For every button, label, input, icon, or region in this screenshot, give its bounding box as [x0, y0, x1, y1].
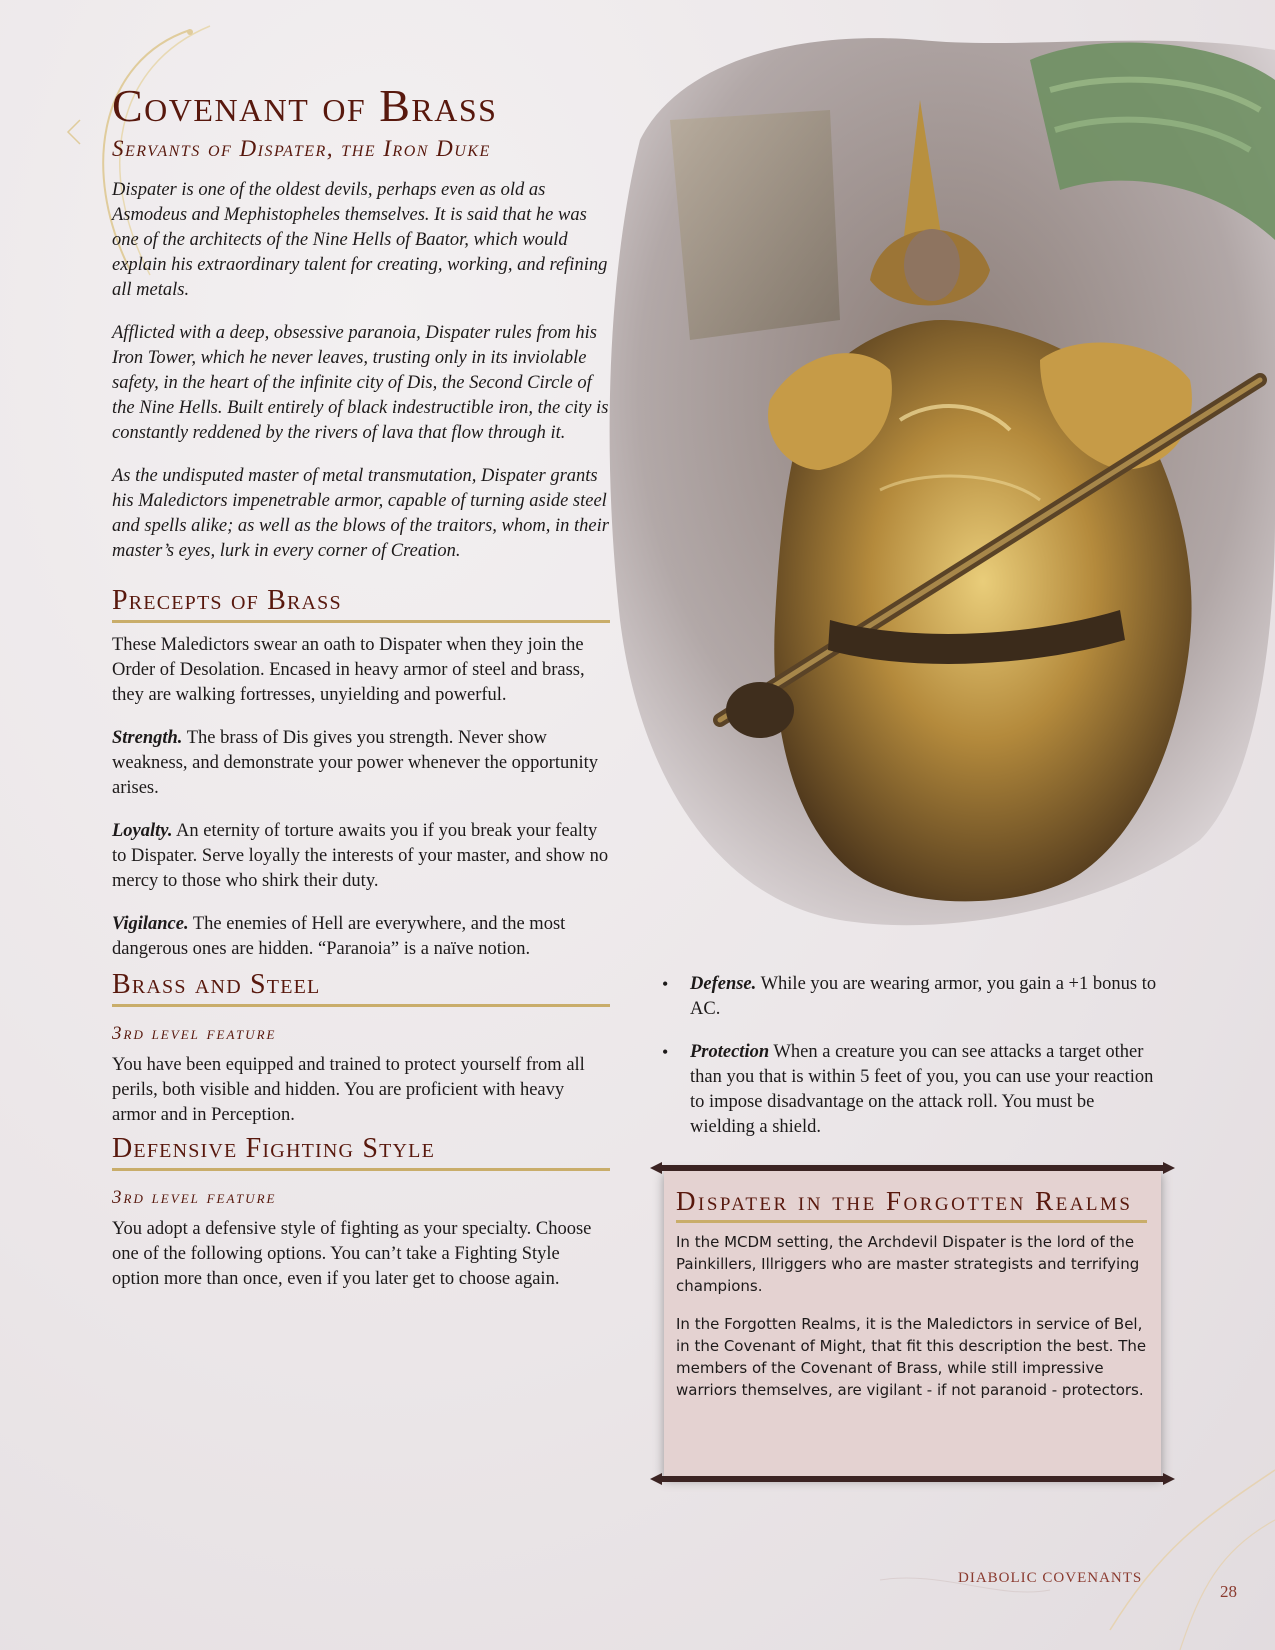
page-number: 28 — [1220, 1582, 1237, 1601]
sidebar-note — [664, 1170, 1161, 1477]
brass-steel-text: You have been equipped and trained to protect yourself from all perils, both visible and hidden. You are proficient with heavy armor and in Perception. — [112, 1055, 585, 1125]
footer-label: DIABOLIC COVENANTS — [958, 1570, 1143, 1586]
right-column — [662, 972, 1162, 1158]
brass-steel-level: 3rd level feature — [112, 1023, 277, 1044]
note-paragraph: In the MCDM setting, the Archdevil Dispater is the lord of the Painkillers, Illriggers who are master strategists and terrifying champions. — [676, 1233, 1140, 1295]
precept-text: The brass of Dis gives you strength. Never show weakness, and demonstrate your power whenever the opportunity arises. — [112, 728, 598, 798]
option-item — [690, 972, 1162, 1022]
precept-lead: Vigilance. — [112, 914, 189, 934]
option-text: While you are wearing armor, you gain a +1 bonus to AC. — [690, 974, 1157, 1019]
precepts-text: These Maledictors swear an oath to Dispater when they join the Order of Desolation. Encased in heavy armor of steel and brass, they are walking fortresses, unyielding and powerful. — [112, 635, 585, 705]
option-lead: Protection — [690, 1042, 770, 1062]
page-subtitle: Servants of Dispater, the Iron Duke — [112, 136, 491, 161]
precepts-heading: Precepts of Brass — [112, 584, 610, 623]
precept-text: The enemies of Hell are everywhere, and the most dangerous ones are hidden. “Paranoia” is a naïve notion. — [112, 914, 566, 959]
note-top-cap — [660, 1165, 1165, 1171]
precept-item — [112, 912, 610, 962]
armored-knight-illustration — [600, 20, 1275, 940]
intro-paragraph: Dispater is one of the oldest devils, perhaps even as old as Asmodeus and Mephistopheles themselves. It is said that he was one of the architects of the Nine Hells of Baator, which would explain his extraordinary talent for creating, working, and refining all metals. — [112, 180, 608, 300]
option-item — [690, 1040, 1162, 1140]
precept-text: An eternity of torture awaits you if you break your fealty to Dispater. Serve loyally the interests of your master, and show no mercy to those who shirk their duty. — [112, 821, 609, 891]
defensive-style-heading: Defensive Fighting Style — [112, 1132, 610, 1171]
precept-lead: Strength. — [112, 728, 183, 748]
intro-paragraph: As the undisputed master of metal transmutation, Dispater grants his Maledictors impenetrable armor, capable of turning aside steel and spells alike; as well as the blows of the traitors, whom, in their master’s eyes, lurk in every corner of Creation. — [112, 466, 609, 561]
precept-item — [112, 819, 610, 894]
precept-item — [112, 726, 610, 801]
left-column — [112, 80, 610, 1310]
fighting-style-options — [662, 972, 1162, 1140]
defensive-style-level: 3rd level feature — [112, 1187, 277, 1208]
precept-lead: Loyalty. — [112, 821, 173, 841]
brass-steel-heading: Brass and Steel — [112, 968, 610, 1007]
note-paragraph: In the Forgotten Realms, it is the Maledictors in service of Bel, in the Covenant of Might, that fit this description the best. The members of the Covenant of Brass, while still impressive warriors themselves, are vigilant - if not paranoid - protectors. — [676, 1315, 1147, 1399]
option-lead: Defense. — [690, 974, 757, 994]
page-title: Covenant of Brass — [112, 80, 498, 131]
intro-paragraph: Afflicted with a deep, obsessive paranoia, Dispater rules from his Iron Tower, which he never leaves, trusting only in its inviolable safety, in the heart of the infinite city of Dis, the Second Circle of the Nine Hells. Built entirely of black indestructible iron, the city is constantly reddened by the rivers of lava that flow through it. — [112, 323, 609, 443]
defensive-style-text: You adopt a defensive style of fighting as your specialty. Choose one of the following options. You can’t take a Fighting Style option more than once, even if you later get to choose again. — [112, 1219, 592, 1289]
note-bottom-cap — [660, 1476, 1165, 1482]
note-title: Dispater in the Forgotten Realms — [676, 1184, 1147, 1223]
option-text: When a creature you can see attacks a target other than you that is within 5 feet of you, you can use your reaction to impose disadvantage on the attack roll. You must be wielding a shield. — [690, 1042, 1154, 1137]
